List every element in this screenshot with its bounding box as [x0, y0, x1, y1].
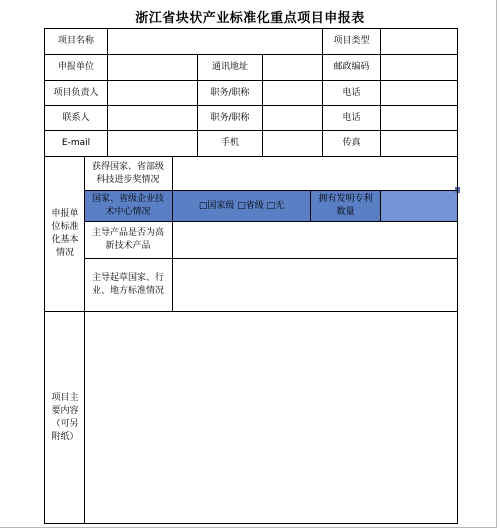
form-title: 浙江省块状产业标准化重点项目申报表 — [135, 11, 365, 26]
label-position-title: 职务/职称 — [210, 87, 250, 98]
label-tech-center: 国家、省级企业技术中心情况 — [91, 194, 164, 217]
label-project-name: 项目名称 — [57, 36, 94, 46]
label-mobile: 手机 — [220, 138, 239, 148]
label-project-leader: 项目负责人 — [53, 87, 99, 98]
label-fax: 传真 — [342, 138, 361, 148]
label-phone: 电话 — [342, 112, 361, 123]
label-patents: 拥有发明专利数量 — [318, 194, 373, 217]
table-line — [380, 28, 381, 157]
table-line — [44, 311, 458, 312]
table-line — [172, 156, 173, 312]
label-contact: 联系人 — [62, 112, 90, 123]
table-line — [262, 54, 263, 157]
label-project-type: 项目类型 — [333, 36, 370, 46]
label-position-title: 职务/职称 — [210, 112, 250, 123]
label-standards-drafted: 主导起草国家、行业、地方标准情况 — [91, 273, 164, 296]
tech-center-options[interactable]: □国家级 □省级 □无 — [198, 200, 285, 211]
label-applicant-unit: 申报单位 — [57, 62, 94, 72]
selected-cell-highlight — [380, 191, 457, 221]
label-phone: 电话 — [342, 87, 361, 98]
label-postal-code: 邮政编码 — [333, 62, 370, 72]
table-line — [107, 28, 108, 157]
label-awards: 获得国家、省部级科技进步奖情况 — [91, 161, 164, 185]
table-line — [44, 523, 458, 524]
label-main-content: 项目主要内容（可另附纸） — [51, 392, 79, 442]
label-email: E-mail — [61, 138, 91, 148]
label-hitech-products: 主导产品是否为高新技术产品 — [91, 228, 164, 251]
table-line — [380, 190, 381, 221]
label-basic-info-section: 申报单位标准化基本情况 — [51, 209, 79, 258]
table-line — [457, 28, 458, 524]
label-address: 通讯地址 — [211, 62, 248, 72]
table-line — [84, 156, 85, 524]
